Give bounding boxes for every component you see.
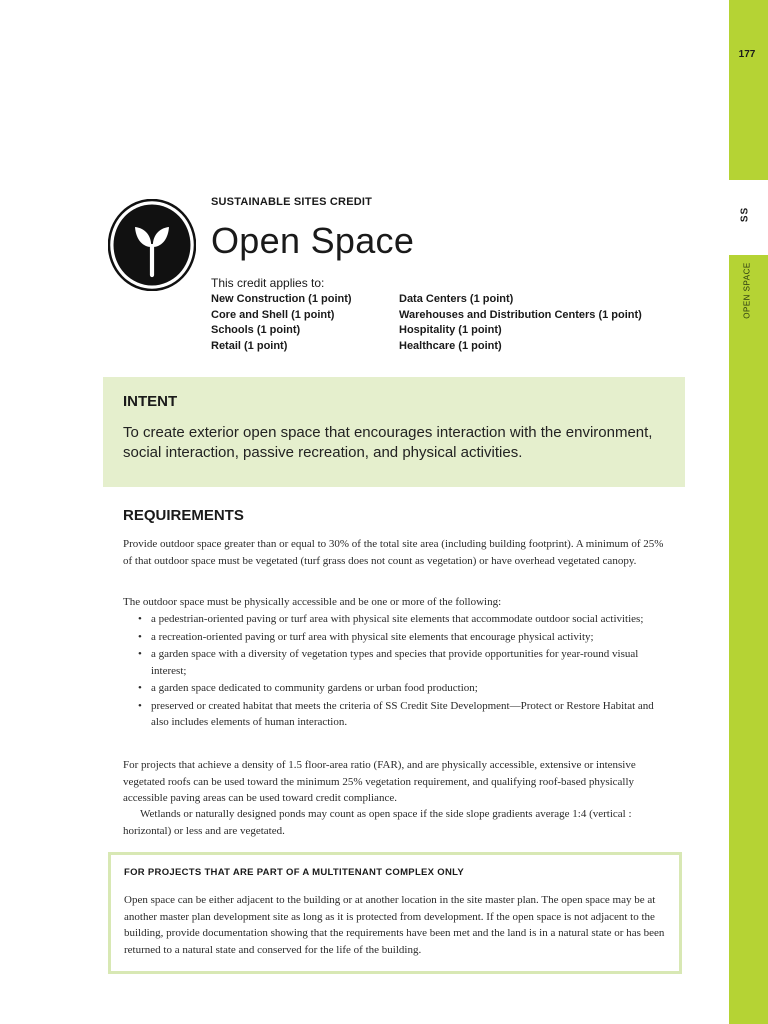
- applies-to-label: This credit applies to:: [211, 276, 325, 290]
- requirements-paragraph: Provide outdoor space greater than or equal to 30% of the total site area (including building footprint). A minimum of 25% of that outdoor space must be vegetated (turf grass does not count as vegetation) or have overhead vegetated canopy.: [123, 538, 664, 567]
- requirements-paragraph: The outdoor space must be physically accessible and be one or more of the following:: [123, 596, 502, 608]
- requirements-paragraph: Wetlands or naturally designed ponds may count as open space if the side slope gradients average 1:4 (vertical : horizontal) or less and are vegetated.: [123, 808, 632, 837]
- intent-heading: INTENT: [123, 393, 178, 410]
- intent-text: To create exterior open space that encourages interaction with the environment, social interaction, passive recreation, and physical activities.: [123, 424, 653, 461]
- sidebar-tab-bottom: [729, 255, 768, 1024]
- section-tab-label: OPEN SPACE: [742, 262, 752, 319]
- applies-item: Core and Shell (1 point): [211, 308, 335, 321]
- credit-logo: [108, 199, 196, 291]
- intent-box: [103, 377, 685, 487]
- category-tab-label: SS: [739, 206, 751, 223]
- sidebar-tab-top: [729, 0, 768, 180]
- list-item: • a recreation-oriented paving or turf area with physical site elements that encourage physical activity;: [123, 629, 668, 646]
- applies-item: Hospitality (1 point): [399, 324, 502, 336]
- page-number: 177: [738, 49, 756, 60]
- applies-list-left: [211, 292, 352, 354]
- list-item: • a garden space dedicated to community gardens or urban food production;: [123, 680, 668, 697]
- multitenant-text: Open space can be either adjacent to the building or at another location in the site master plan. The open space may be at another master plan development site as long as it is protected from development. If the open space is not adjacent to the building, provide documentation showing that the requirements have been met and the land is in a natural state or has been returned to a natural state and conserved for the life of the building.: [124, 894, 665, 956]
- applies-list-right: [399, 292, 642, 354]
- applies-item: Schools (1 point): [211, 324, 301, 336]
- applies-item: Data Centers (1 point): [399, 293, 514, 305]
- requirements-paragraph: For projects that achieve a density of 1.5 floor-area ratio (FAR), and are physically accessible, extensive or intensive vegetated roofs can be used toward the minimum 25% vegetation requirement, and qualifying roof-based physically accessible paving areas can be used toward credit compliance.: [123, 759, 636, 804]
- multitenant-box: [108, 852, 682, 974]
- page-title: Open Space: [211, 220, 415, 261]
- multitenant-heading: FOR PROJECTS THAT ARE PART OF A MULTITENANT COMPLEX ONLY: [124, 867, 464, 878]
- list-item: • preserved or created habitat that meets the criteria of SS Credit Site Development—Protect or Restore Habitat and also includes elements of human interaction.: [123, 698, 668, 731]
- sprout-icon: [108, 199, 196, 291]
- list-item: • a pedestrian-oriented paving or turf area with physical site elements that accommodate outdoor social activities;: [123, 611, 668, 628]
- applies-item: Retail (1 point): [211, 339, 288, 352]
- applies-item: Warehouses and Distribution Centers (1 point): [399, 308, 642, 321]
- credit-category: SUSTAINABLE SITES CREDIT: [211, 196, 373, 208]
- list-item: • a garden space with a diversity of vegetation types and species that provide opportunities for year-round visual interest;: [123, 646, 668, 679]
- requirements-list: [123, 611, 668, 732]
- applies-item: Healthcare (1 point): [399, 339, 502, 352]
- requirements-heading: REQUIREMENTS: [123, 507, 244, 524]
- applies-item: New Construction (1 point): [211, 293, 352, 305]
